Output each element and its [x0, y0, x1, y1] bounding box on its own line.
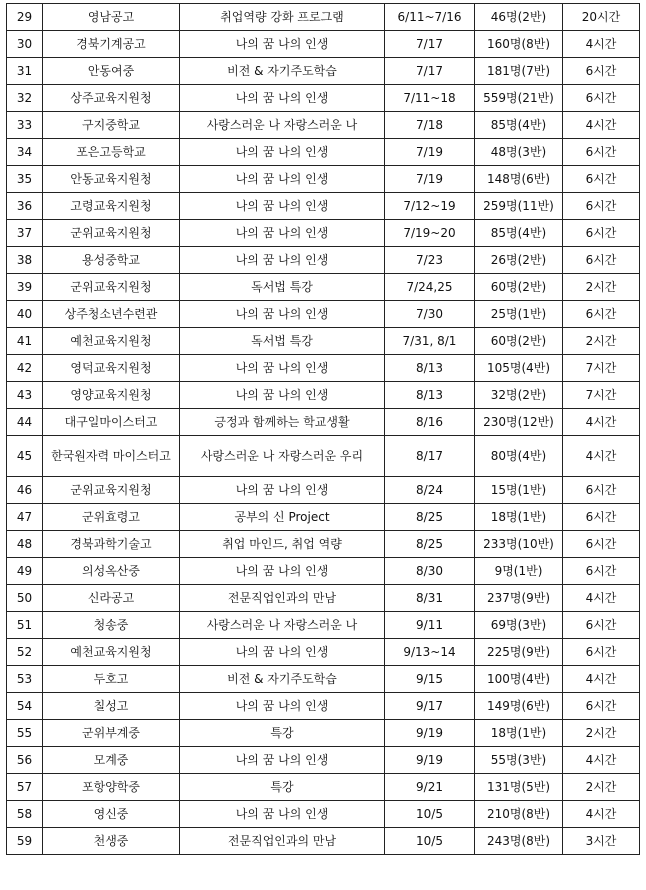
- program-cell: 사랑스러운 나 자랑스러운 나: [180, 612, 385, 639]
- participants-cell: 18명(1반): [475, 504, 563, 531]
- table-row: [7, 747, 640, 774]
- program-cell: 긍정과 함께하는 학교생활: [180, 409, 385, 436]
- participants-cell: 55명(3반): [475, 747, 563, 774]
- date-cell: 7/12~19: [385, 193, 475, 220]
- hours-cell: 6시간: [563, 639, 640, 666]
- participants-cell: 230명(12반): [475, 409, 563, 436]
- organization-cell: 안동교육지원청: [43, 166, 180, 193]
- organization-cell: 상주교육지원청: [43, 85, 180, 112]
- date-cell: 10/5: [385, 801, 475, 828]
- table-row: [7, 477, 640, 504]
- organization-cell: 영덕교육지원청: [43, 355, 180, 382]
- table-row: [7, 139, 640, 166]
- hours-cell: 2시간: [563, 720, 640, 747]
- row-number: 37: [7, 220, 43, 247]
- table-row: [7, 85, 640, 112]
- program-cell: 나의 꿈 나의 인생: [180, 801, 385, 828]
- row-number: 49: [7, 558, 43, 585]
- table-row: [7, 639, 640, 666]
- participants-cell: 15명(1반): [475, 477, 563, 504]
- table-row: [7, 436, 640, 477]
- participants-cell: 32명(2반): [475, 382, 563, 409]
- table-row: [7, 166, 640, 193]
- organization-cell: 한국원자력 마이스터고: [43, 436, 180, 477]
- participants-cell: 181명(7반): [475, 58, 563, 85]
- row-number: 50: [7, 585, 43, 612]
- table-row: [7, 409, 640, 436]
- row-number: 58: [7, 801, 43, 828]
- date-cell: 8/30: [385, 558, 475, 585]
- participants-cell: 46명(2반): [475, 4, 563, 31]
- organization-cell: 경북기계공고: [43, 31, 180, 58]
- program-cell: 나의 꿈 나의 인생: [180, 166, 385, 193]
- date-cell: 8/17: [385, 436, 475, 477]
- table-row: [7, 774, 640, 801]
- program-cell: 특강: [180, 774, 385, 801]
- table-row: [7, 328, 640, 355]
- program-cell: 나의 꿈 나의 인생: [180, 85, 385, 112]
- participants-cell: 60명(2반): [475, 274, 563, 301]
- table-row: [7, 382, 640, 409]
- date-cell: 7/17: [385, 58, 475, 85]
- participants-cell: 85명(4반): [475, 220, 563, 247]
- hours-cell: 6시간: [563, 220, 640, 247]
- hours-cell: 4시간: [563, 31, 640, 58]
- row-number: 55: [7, 720, 43, 747]
- hours-cell: 2시간: [563, 774, 640, 801]
- participants-cell: 243명(8반): [475, 828, 563, 855]
- table-row: [7, 4, 640, 31]
- hours-cell: 6시간: [563, 477, 640, 504]
- date-cell: 9/17: [385, 693, 475, 720]
- date-cell: 9/19: [385, 720, 475, 747]
- hours-cell: 6시간: [563, 166, 640, 193]
- date-cell: 7/17: [385, 31, 475, 58]
- hours-cell: 4시간: [563, 436, 640, 477]
- table-row: [7, 585, 640, 612]
- program-table: [6, 3, 640, 855]
- date-cell: 9/19: [385, 747, 475, 774]
- participants-cell: 60명(2반): [475, 328, 563, 355]
- organization-cell: 군위효령고: [43, 504, 180, 531]
- program-cell: 전문직업인과의 만남: [180, 828, 385, 855]
- row-number: 42: [7, 355, 43, 382]
- date-cell: 7/24,25: [385, 274, 475, 301]
- participants-cell: 559명(21반): [475, 85, 563, 112]
- hours-cell: 4시간: [563, 801, 640, 828]
- program-cell: 공부의 신 Project: [180, 504, 385, 531]
- program-cell: 사랑스러운 나 자랑스러운 우리: [180, 436, 385, 477]
- hours-cell: 6시간: [563, 531, 640, 558]
- program-cell: 특강: [180, 720, 385, 747]
- row-number: 57: [7, 774, 43, 801]
- organization-cell: 상주청소년수련관: [43, 301, 180, 328]
- date-cell: 7/23: [385, 247, 475, 274]
- participants-cell: 149명(6반): [475, 693, 563, 720]
- organization-cell: 군위교육지원청: [43, 274, 180, 301]
- program-cell: 나의 꿈 나의 인생: [180, 220, 385, 247]
- date-cell: 9/13~14: [385, 639, 475, 666]
- row-number: 34: [7, 139, 43, 166]
- program-table-body: [7, 4, 640, 855]
- program-cell: 나의 꿈 나의 인생: [180, 139, 385, 166]
- organization-cell: 의성옥산중: [43, 558, 180, 585]
- table-row: [7, 720, 640, 747]
- row-number: 41: [7, 328, 43, 355]
- row-number: 43: [7, 382, 43, 409]
- participants-cell: 233명(10반): [475, 531, 563, 558]
- date-cell: 8/31: [385, 585, 475, 612]
- date-cell: 7/19: [385, 166, 475, 193]
- row-number: 46: [7, 477, 43, 504]
- hours-cell: 6시간: [563, 58, 640, 85]
- organization-cell: 예천교육지원청: [43, 639, 180, 666]
- date-cell: 8/25: [385, 531, 475, 558]
- organization-cell: 영양교육지원청: [43, 382, 180, 409]
- hours-cell: 2시간: [563, 274, 640, 301]
- row-number: 54: [7, 693, 43, 720]
- organization-cell: 모계중: [43, 747, 180, 774]
- participants-cell: 18명(1반): [475, 720, 563, 747]
- date-cell: 10/5: [385, 828, 475, 855]
- row-number: 29: [7, 4, 43, 31]
- program-cell: 비전 & 자기주도학습: [180, 666, 385, 693]
- organization-cell: 신라공고: [43, 585, 180, 612]
- hours-cell: 6시간: [563, 247, 640, 274]
- organization-cell: 칠성고: [43, 693, 180, 720]
- program-cell: 나의 꿈 나의 인생: [180, 31, 385, 58]
- organization-cell: 고령교육지원청: [43, 193, 180, 220]
- row-number: 52: [7, 639, 43, 666]
- organization-cell: 영남공고: [43, 4, 180, 31]
- program-cell: 나의 꿈 나의 인생: [180, 193, 385, 220]
- date-cell: 9/11: [385, 612, 475, 639]
- program-cell: 나의 꿈 나의 인생: [180, 355, 385, 382]
- participants-cell: 105명(4반): [475, 355, 563, 382]
- table-row: [7, 58, 640, 85]
- row-number: 36: [7, 193, 43, 220]
- organization-cell: 두호고: [43, 666, 180, 693]
- program-cell: 비전 & 자기주도학습: [180, 58, 385, 85]
- date-cell: 8/13: [385, 355, 475, 382]
- hours-cell: 6시간: [563, 85, 640, 112]
- hours-cell: 4시간: [563, 585, 640, 612]
- date-cell: 8/13: [385, 382, 475, 409]
- row-number: 40: [7, 301, 43, 328]
- program-cell: 사랑스러운 나 자랑스러운 나: [180, 112, 385, 139]
- date-cell: 6/11~7/16: [385, 4, 475, 31]
- organization-cell: 군위부계중: [43, 720, 180, 747]
- row-number: 30: [7, 31, 43, 58]
- date-cell: 8/16: [385, 409, 475, 436]
- program-cell: 나의 꿈 나의 인생: [180, 558, 385, 585]
- organization-cell: 포항양학중: [43, 774, 180, 801]
- table-row: [7, 558, 640, 585]
- participants-cell: 25명(1반): [475, 301, 563, 328]
- row-number: 35: [7, 166, 43, 193]
- row-number: 59: [7, 828, 43, 855]
- participants-cell: 148명(6반): [475, 166, 563, 193]
- organization-cell: 구지중학교: [43, 112, 180, 139]
- row-number: 38: [7, 247, 43, 274]
- participants-cell: 210명(8반): [475, 801, 563, 828]
- program-cell: 나의 꿈 나의 인생: [180, 477, 385, 504]
- program-cell: 나의 꿈 나의 인생: [180, 301, 385, 328]
- table-row: [7, 274, 640, 301]
- hours-cell: 2시간: [563, 328, 640, 355]
- program-cell: 나의 꿈 나의 인생: [180, 382, 385, 409]
- table-row: [7, 828, 640, 855]
- date-cell: 8/24: [385, 477, 475, 504]
- participants-cell: 237명(9반): [475, 585, 563, 612]
- participants-cell: 80명(4반): [475, 436, 563, 477]
- program-cell: 나의 꿈 나의 인생: [180, 693, 385, 720]
- date-cell: 7/31, 8/1: [385, 328, 475, 355]
- program-cell: 취업 마인드, 취업 역량: [180, 531, 385, 558]
- table-row: [7, 693, 640, 720]
- hours-cell: 4시간: [563, 666, 640, 693]
- table-row: [7, 801, 640, 828]
- program-cell: 나의 꿈 나의 인생: [180, 639, 385, 666]
- hours-cell: 3시간: [563, 828, 640, 855]
- hours-cell: 6시간: [563, 558, 640, 585]
- organization-cell: 용성중학교: [43, 247, 180, 274]
- hours-cell: 6시간: [563, 193, 640, 220]
- program-cell: 나의 꿈 나의 인생: [180, 247, 385, 274]
- participants-cell: 48명(3반): [475, 139, 563, 166]
- row-number: 48: [7, 531, 43, 558]
- participants-cell: 69명(3반): [475, 612, 563, 639]
- row-number: 53: [7, 666, 43, 693]
- organization-cell: 포은고등학교: [43, 139, 180, 166]
- program-cell: 독서법 특강: [180, 328, 385, 355]
- row-number: 45: [7, 436, 43, 477]
- hours-cell: 6시간: [563, 693, 640, 720]
- table-row: [7, 112, 640, 139]
- table-row: [7, 193, 640, 220]
- table-row: [7, 531, 640, 558]
- row-number: 39: [7, 274, 43, 301]
- hours-cell: 6시간: [563, 139, 640, 166]
- organization-cell: 군위교육지원청: [43, 220, 180, 247]
- date-cell: 7/19: [385, 139, 475, 166]
- organization-cell: 경북과학기술고: [43, 531, 180, 558]
- organization-cell: 영신중: [43, 801, 180, 828]
- row-number: 33: [7, 112, 43, 139]
- table-row: [7, 504, 640, 531]
- participants-cell: 100명(4반): [475, 666, 563, 693]
- program-cell: 독서법 특강: [180, 274, 385, 301]
- participants-cell: 225명(9반): [475, 639, 563, 666]
- date-cell: 9/21: [385, 774, 475, 801]
- hours-cell: 4시간: [563, 409, 640, 436]
- date-cell: 7/30: [385, 301, 475, 328]
- hours-cell: 6시간: [563, 612, 640, 639]
- date-cell: 9/15: [385, 666, 475, 693]
- hours-cell: 4시간: [563, 112, 640, 139]
- table-row: [7, 301, 640, 328]
- row-number: 32: [7, 85, 43, 112]
- hours-cell: 6시간: [563, 504, 640, 531]
- hours-cell: 4시간: [563, 747, 640, 774]
- date-cell: 7/11~18: [385, 85, 475, 112]
- participants-cell: 160명(8반): [475, 31, 563, 58]
- table-row: [7, 355, 640, 382]
- row-number: 44: [7, 409, 43, 436]
- participants-cell: 9명(1반): [475, 558, 563, 585]
- table-row: [7, 247, 640, 274]
- participants-cell: 85명(4반): [475, 112, 563, 139]
- date-cell: 7/18: [385, 112, 475, 139]
- program-cell: 취업역량 강화 프로그램: [180, 4, 385, 31]
- organization-cell: 예천교육지원청: [43, 328, 180, 355]
- row-number: 31: [7, 58, 43, 85]
- table-row: [7, 612, 640, 639]
- program-cell: 전문직업인과의 만남: [180, 585, 385, 612]
- hours-cell: 7시간: [563, 382, 640, 409]
- table-row: [7, 31, 640, 58]
- hours-cell: 7시간: [563, 355, 640, 382]
- participants-cell: 259명(11반): [475, 193, 563, 220]
- date-cell: 7/19~20: [385, 220, 475, 247]
- organization-cell: 군위교육지원청: [43, 477, 180, 504]
- row-number: 51: [7, 612, 43, 639]
- date-cell: 8/25: [385, 504, 475, 531]
- organization-cell: 안동여중: [43, 58, 180, 85]
- row-number: 47: [7, 504, 43, 531]
- organization-cell: 청송중: [43, 612, 180, 639]
- organization-cell: 천생중: [43, 828, 180, 855]
- row-number: 56: [7, 747, 43, 774]
- program-cell: 나의 꿈 나의 인생: [180, 747, 385, 774]
- hours-cell: 6시간: [563, 301, 640, 328]
- table-row: [7, 220, 640, 247]
- table-row: [7, 666, 640, 693]
- participants-cell: 26명(2반): [475, 247, 563, 274]
- participants-cell: 131명(5반): [475, 774, 563, 801]
- hours-cell: 20시간: [563, 4, 640, 31]
- organization-cell: 대구일마이스터고: [43, 409, 180, 436]
